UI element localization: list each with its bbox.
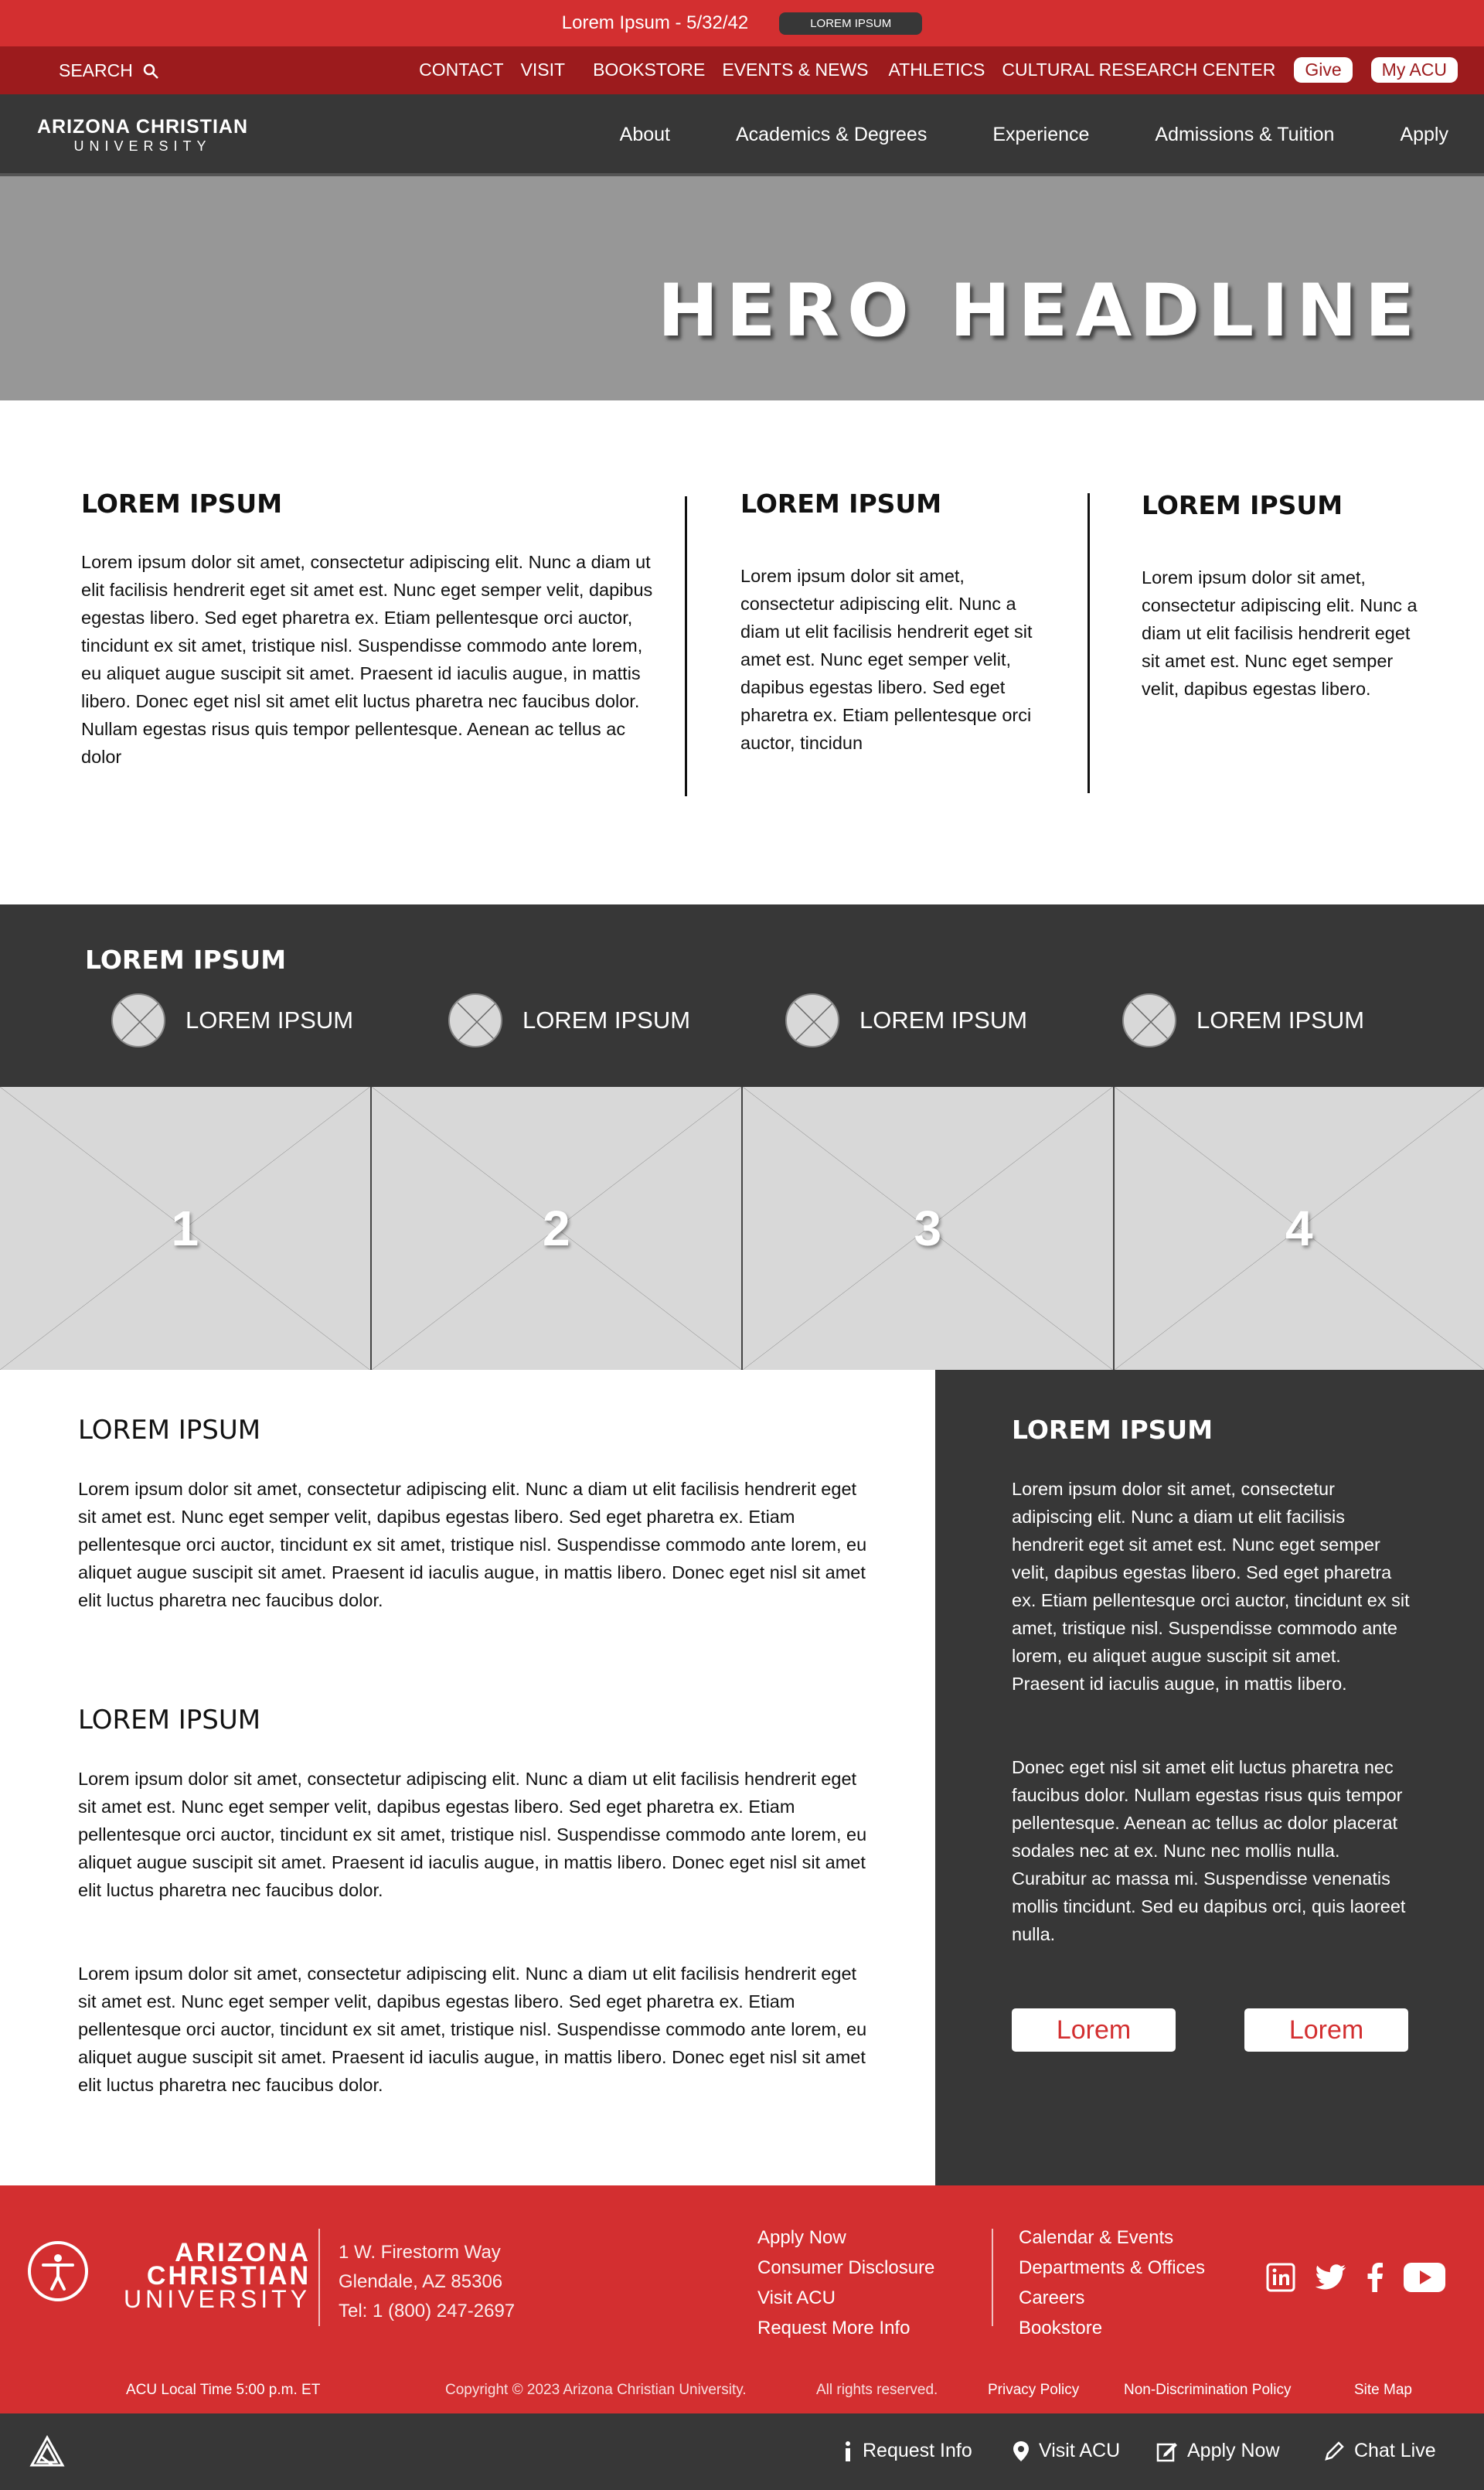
tile-number: 3 bbox=[914, 1201, 942, 1256]
image-placeholder-icon bbox=[785, 993, 839, 1047]
band-item-label: LOREM IPSUM bbox=[1196, 1007, 1365, 1034]
utility-link-cultural-research[interactable]: CULTURAL RESEARCH CENTER bbox=[1002, 60, 1276, 80]
footer-link[interactable]: Visit ACU bbox=[757, 2287, 836, 2308]
utility-bar bbox=[0, 46, 1484, 94]
image-placeholder-icon bbox=[1122, 993, 1176, 1047]
bottom-action-bar bbox=[0, 2413, 1484, 2490]
footer-logo-line-1: ARIZONA bbox=[175, 2238, 311, 2267]
band-item[interactable] bbox=[448, 993, 690, 1047]
address-line-2: Glendale, AZ 85306 bbox=[339, 2271, 503, 2292]
section-text: Lorem ipsum dolor sit amet, consectetur adipiscing elit. Nunc a diam ut elit facilisis hendrerit eget sit amet est. Nunc eget semper velit, dapibus egestas libero. Sed eget pharetra ex. Etiam pellentesque orci auctor, tincidunt ex sit amet, tristique nisl. Suspendisse commodo ante lorem, eu aliquet augue suscipit sit amet. Praesent id iaculis augue, in mattis libero. Donec eget nisl sit amet elit luctus pharetra nec faucibus dolor. bbox=[78, 1964, 867, 2095]
hero-banner bbox=[0, 176, 1484, 400]
announcement-text: Lorem Ipsum - 5/32/42 bbox=[561, 12, 749, 33]
section-text: Lorem ipsum dolor sit amet, consectetur adipiscing elit. Nunc a diam ut elit facilisis hendrerit eget sit amet est. Nunc eget semper velit, dapibus egestas libero. Sed eget pharetra ex. Etiam pellentesque orci auctor, tincidunt ex sit amet, tristique nisl. Suspendisse commodo ante lorem, eu aliquet augue suscipit sit amet. Praesent id iaculis augue, in mattis libero. Donec eget nisl sit amet elit luctus pharetra nec faucibus dolor. bbox=[78, 1479, 867, 1610]
column-text: Lorem ipsum dolor sit amet, consectetur adipiscing elit. Nunc a diam ut elit facilisis hendrerit eget sit amet est. Nunc eget semper velit, dapibus egestas libero. Sed eget pharetra ex. Etiam pellentesque orci auctor, tincidunt ex sit amet, tristique nisl. Suspendisse commodo ante lorem, eu aliquet augue suscipit sit amet. Praesent id iaculis augue, in mattis libero. Donec eget nisl sit amet elit luctus pharetra nec faucibus dolor. Nullam egestas risus quis tempor pellentesque. Aenean ac tellus ac dolor bbox=[81, 552, 653, 767]
sidebar-title: LOREM IPSUM bbox=[1012, 1415, 1213, 1445]
section-title: LOREM IPSUM bbox=[78, 1415, 261, 1446]
youtube-icon[interactable] bbox=[1404, 2263, 1445, 2292]
main-nav bbox=[0, 94, 1484, 176]
footer-links-2 bbox=[1019, 2223, 1205, 2343]
footer-address bbox=[339, 2238, 515, 2326]
announcement-bar bbox=[0, 0, 1484, 46]
sidebar-text: Donec eget nisl sit amet elit luctus pharetra nec faucibus dolor. Nullam egestas risus quis tempor pellentesque. Aenean ac tellus ac dolor placerat sodales nec at ex. Nunc nec mollis nulla. Curabitur ac massa mi. Suspendisse venenatis mollis tincidunt. Sed eu dapibus orci, quis laoreet nulla. bbox=[1012, 1757, 1406, 1944]
column-text: Lorem ipsum dolor sit amet, consectetur adipiscing elit. Nunc a diam ut elit facilisis hendrerit eget sit amet est. Nunc eget semper velit, dapibus egestas libero. bbox=[1142, 567, 1418, 699]
footer-link[interactable]: Careers bbox=[1019, 2287, 1085, 2308]
sidebar-panel bbox=[935, 1370, 1484, 2185]
utility-link-athletics[interactable]: ATHLETICS bbox=[888, 60, 985, 80]
sidebar-button-2[interactable]: Lorem bbox=[1244, 2008, 1408, 2052]
image-tiles bbox=[0, 1087, 1484, 1370]
column-title: LOREM IPSUM bbox=[81, 489, 283, 519]
utility-link-contact[interactable]: CONTACT bbox=[419, 60, 504, 80]
intro-column-2 bbox=[740, 489, 1057, 757]
utility-links bbox=[402, 57, 1458, 83]
image-placeholder-icon bbox=[448, 993, 502, 1047]
band-item[interactable] bbox=[785, 993, 1027, 1047]
non-discrimination-link[interactable]: Non-Discrimination Policy bbox=[1124, 2382, 1292, 2398]
utility-link-events[interactable]: EVENTS & NEWS bbox=[722, 60, 869, 80]
footer-links-1 bbox=[757, 2223, 934, 2343]
nav-item-academics[interactable]: Academics & Degrees bbox=[736, 124, 928, 145]
image-tile[interactable] bbox=[741, 1087, 1113, 1370]
phone: Tel: 1 (800) 247-2697 bbox=[339, 2301, 516, 2321]
nav-item-apply[interactable]: Apply bbox=[1400, 124, 1448, 145]
acu-mark-icon[interactable] bbox=[29, 2435, 65, 2468]
hero-headline: HERO HEADLINE bbox=[657, 269, 1422, 353]
nav-links bbox=[620, 124, 1448, 146]
site-logo[interactable] bbox=[37, 116, 248, 155]
sidebar-button-1[interactable]: Lorem bbox=[1012, 2008, 1176, 2052]
social-links bbox=[1266, 2263, 1445, 2292]
sidebar-text: Lorem ipsum dolor sit amet, consectetur adipiscing elit. Nunc a diam ut elit facilisis hendrerit eget sit amet est. Nunc eget semper velit, dapibus egestas libero. Sed eget pharetra ex. Etiam pellentesque orci auctor, tincidunt ex sit amet, tristique nisl. Suspendisse commodo ante lorem, eu aliquet augue suscipit sit amet. Praesent id iaculis augue, in mattis libero. bbox=[1012, 1479, 1410, 1694]
section-text: Lorem ipsum dolor sit amet, consectetur adipiscing elit. Nunc a diam ut elit facilisis hendrerit eget sit amet est. Nunc eget semper velit, dapibus egestas libero. Sed eget pharetra ex. Etiam pellentesque orci auctor, tincidunt ex sit amet, tristique nisl. Suspendisse commodo ante lorem, eu aliquet augue suscipit sit amet. Praesent id iaculis augue, in mattis libero. Donec eget nisl sit amet elit luctus pharetra nec faucibus dolor. bbox=[78, 1769, 867, 1900]
column-title: LOREM IPSUM bbox=[1142, 490, 1343, 520]
image-tile[interactable] bbox=[370, 1087, 742, 1370]
utility-link-bookstore[interactable]: BOOKSTORE bbox=[593, 60, 706, 80]
footer-link[interactable]: Consumer Disclosure bbox=[757, 2257, 935, 2278]
copyright: Copyright © 2023 Arizona Christian University. bbox=[445, 2382, 747, 2398]
request-info-button[interactable] bbox=[842, 2440, 972, 2462]
logo-line-1: ARIZONA CHRISTIAN bbox=[37, 116, 249, 138]
footer-logo-line-3: UNIVERSITY bbox=[124, 2285, 311, 2313]
tile-number: 4 bbox=[1285, 1201, 1313, 1256]
apply-now-label: Apply Now bbox=[1187, 2440, 1280, 2461]
feature-band bbox=[0, 904, 1484, 1087]
band-item[interactable] bbox=[111, 993, 353, 1047]
column-divider bbox=[685, 496, 687, 796]
column-text: Lorem ipsum dolor sit amet, consectetur adipiscing elit. Nunc a diam ut elit facilisis hendrerit eget sit amet est. Nunc eget semper velit, dapibus egestas libero. Sed eget pharetra ex. Etiam pellentesque orci auctor, tincidun bbox=[740, 566, 1033, 753]
intro-column-1 bbox=[81, 489, 653, 771]
request-info-label: Request Info bbox=[863, 2440, 972, 2461]
twitter-icon[interactable] bbox=[1316, 2264, 1346, 2291]
footer-link[interactable]: Departments & Offices bbox=[1019, 2257, 1205, 2278]
linkedin-icon[interactable] bbox=[1266, 2263, 1295, 2292]
tile-number: 1 bbox=[171, 1201, 199, 1256]
info-icon bbox=[842, 2441, 853, 2462]
footer-link[interactable]: Calendar & Events bbox=[1019, 2227, 1174, 2248]
column-title: LOREM IPSUM bbox=[740, 489, 942, 519]
section-title: LOREM IPSUM bbox=[78, 1705, 261, 1736]
image-tile[interactable] bbox=[1113, 1087, 1484, 1370]
accessibility-icon[interactable] bbox=[28, 2241, 88, 2301]
image-placeholder-icon bbox=[111, 993, 165, 1047]
band-item[interactable] bbox=[1122, 993, 1364, 1047]
apply-now-button[interactable] bbox=[1156, 2440, 1280, 2462]
band-item-label: LOREM IPSUM bbox=[522, 1007, 691, 1034]
give-button[interactable]: Give bbox=[1294, 57, 1352, 83]
search-label: SEARCH bbox=[59, 60, 133, 80]
nav-item-about[interactable]: About bbox=[619, 124, 670, 145]
tile-number: 2 bbox=[542, 1201, 570, 1256]
search-icon bbox=[142, 63, 159, 80]
local-time: ACU Local Time 5:00 p.m. ET bbox=[126, 2382, 321, 2398]
pencil-icon bbox=[1323, 2441, 1345, 2462]
chat-live-label: Chat Live bbox=[1354, 2440, 1436, 2461]
footer-divider bbox=[318, 2229, 320, 2326]
image-tile[interactable] bbox=[0, 1087, 370, 1370]
facebook-icon[interactable] bbox=[1367, 2263, 1384, 2292]
footer-logo-line-2: CHRISTIAN bbox=[146, 2261, 311, 2291]
my-acu-button[interactable]: My ACU bbox=[1371, 57, 1458, 83]
chat-live-button[interactable] bbox=[1323, 2440, 1436, 2462]
utility-link-visit[interactable]: VISIT bbox=[520, 60, 566, 80]
nav-item-admissions[interactable]: Admissions & Tuition bbox=[1155, 124, 1335, 145]
band-item-label: LOREM IPSUM bbox=[859, 1007, 1028, 1034]
rights-text: All rights reserved. bbox=[816, 2382, 938, 2398]
intro-column-3 bbox=[1142, 490, 1420, 703]
band-title: LOREM IPSUM bbox=[85, 945, 287, 975]
address-line-1: 1 W. Firestorm Way bbox=[339, 2242, 501, 2263]
band-item-label: LOREM IPSUM bbox=[186, 1007, 354, 1034]
column-divider bbox=[1087, 493, 1090, 793]
footer-link[interactable]: Apply Now bbox=[757, 2227, 846, 2248]
privacy-policy-link[interactable]: Privacy Policy bbox=[988, 2382, 1080, 2398]
logo-line-2: UNIVERSITY bbox=[73, 138, 212, 154]
nav-item-experience[interactable]: Experience bbox=[992, 124, 1090, 145]
footer-logo[interactable] bbox=[124, 2238, 311, 2313]
site-map-link[interactable]: Site Map bbox=[1354, 2382, 1412, 2398]
announcement-pill-button[interactable]: LOREM IPSUM bbox=[779, 12, 922, 35]
visit-acu-button[interactable] bbox=[1013, 2440, 1120, 2462]
edit-icon bbox=[1156, 2441, 1178, 2462]
visit-acu-label: Visit ACU bbox=[1039, 2440, 1121, 2461]
footer-divider bbox=[992, 2229, 993, 2326]
map-pin-icon bbox=[1013, 2441, 1030, 2462]
footer-link[interactable]: Request More Info bbox=[757, 2318, 910, 2338]
site-footer bbox=[0, 2185, 1484, 2413]
search-link[interactable] bbox=[59, 60, 159, 81]
footer-link[interactable]: Bookstore bbox=[1019, 2318, 1103, 2338]
